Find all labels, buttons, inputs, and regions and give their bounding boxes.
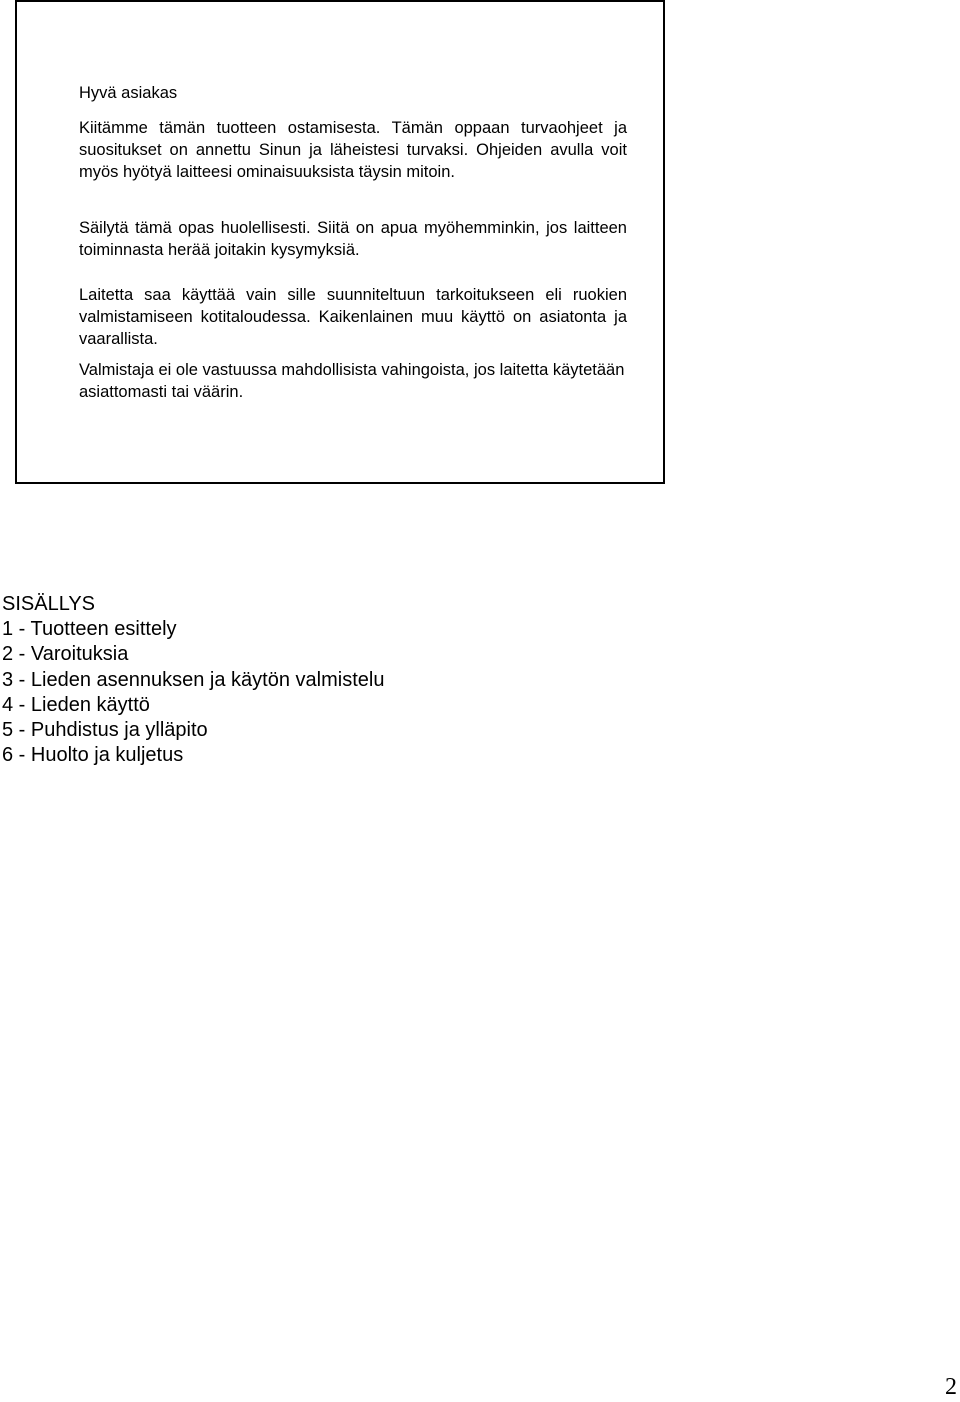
toc-item: 5 - Puhdistus ja ylläpito	[2, 719, 208, 742]
toc-item: 3 - Lieden asennuksen ja käytön valmistelu	[2, 668, 385, 691]
intro-paragraph-thanks: Kiitämme tämän tuotteen ostamisesta. Tämän oppaan turvaohjeet ja suositukset on annettu Sinun ja läheistesi turvaksi. Ohjeiden avulla voit myös hyötyä laitteesi ominaisuuksista täysin mitoin.	[79, 119, 627, 181]
toc-item: 6 - Huolto ja kuljetus	[2, 744, 184, 767]
toc-item: 1 - Tuotteen esittely	[2, 618, 177, 641]
intro-text	[79, 82, 669, 403]
toc-title: SISÄLLYS	[2, 593, 96, 615]
intro-paragraph-liability: Valmistaja ei ole vastuussa mahdollisista vahingoista, jos laitetta käytetään asiattomasti tai väärin.	[79, 361, 625, 401]
table-of-contents	[2, 592, 384, 768]
intro-paragraph-keep-guide: Säilytä tämä opas huolellisesti. Siitä on apua myöhemminkin, jos laitteen toiminnasta herää joitakin kysymyksiä.	[79, 219, 627, 259]
toc-item: 4 - Lieden käyttö	[2, 693, 150, 716]
intro-paragraph-intended-use: Laitetta saa käyttää vain sille suunniteltuun tarkoitukseen eli ruokien valmistamiseen kotitaloudessa. Kaikenlainen muu käyttö on asiatonta ja vaarallista.	[79, 286, 627, 348]
toc-item: 2 - Varoituksia	[2, 643, 129, 666]
page-number: 2	[945, 1374, 957, 1400]
greeting: Hyvä asiakas	[79, 84, 178, 102]
